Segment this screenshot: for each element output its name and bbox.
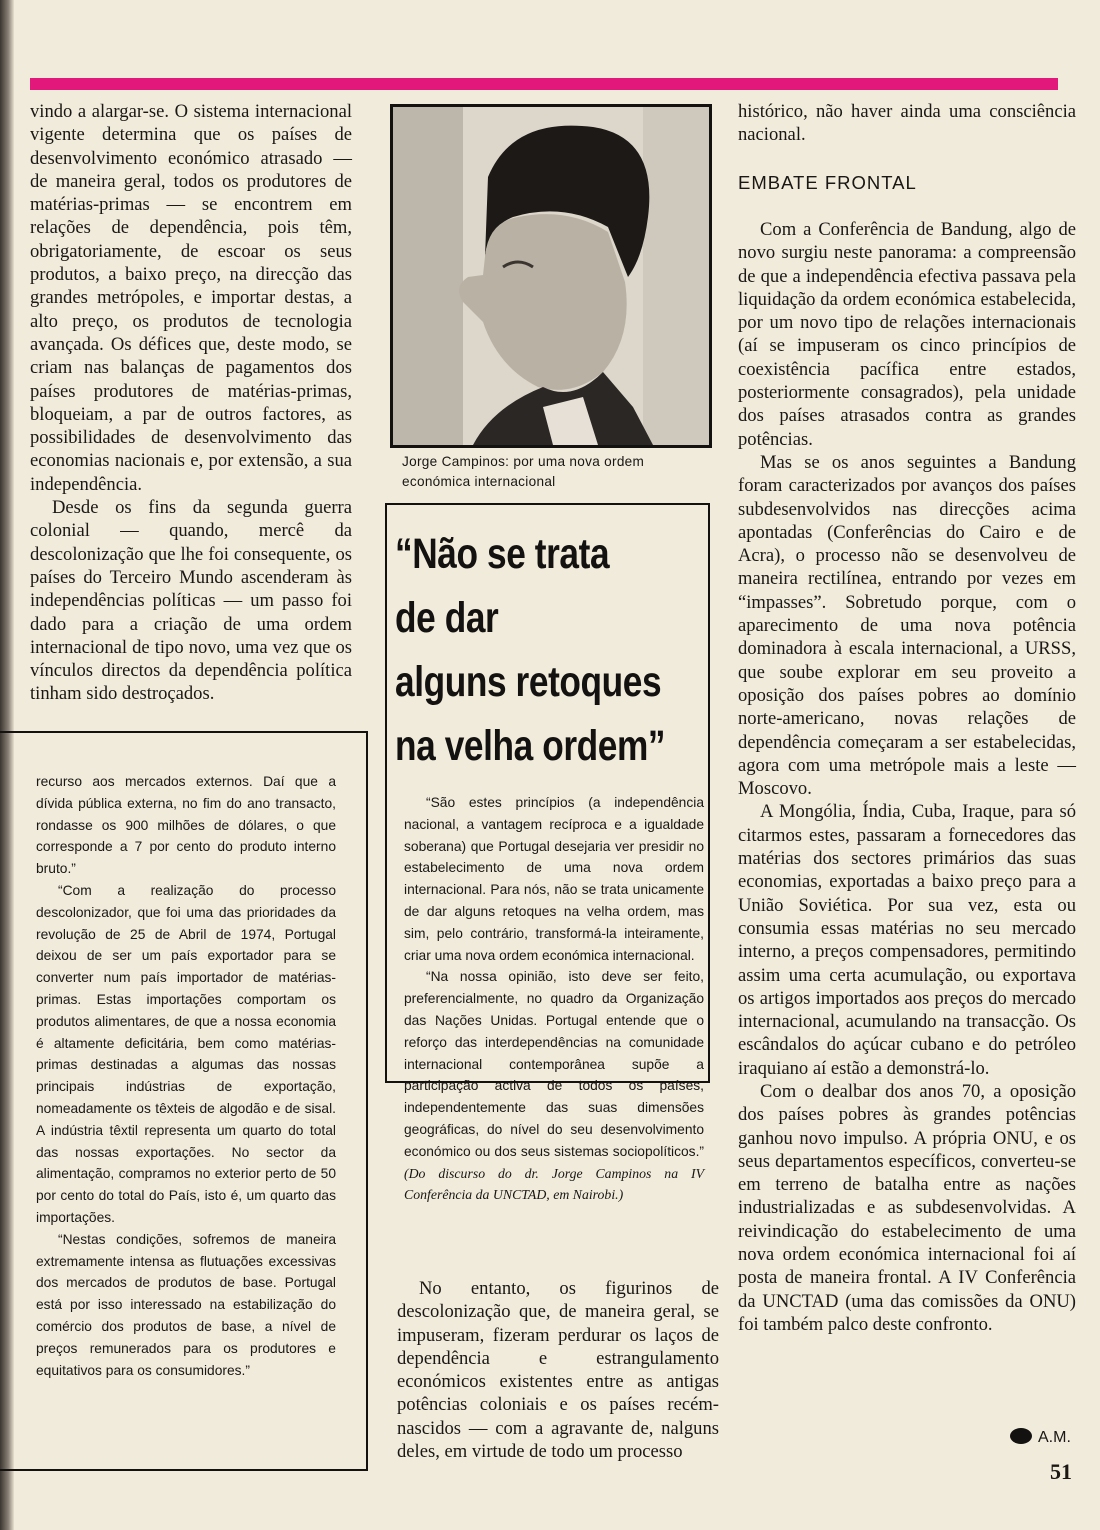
headline-line-2: de dar [395, 594, 499, 642]
page-number: 51 [1050, 1459, 1072, 1484]
photo-caption: Jorge Campinos: por uma nova ordem económica internacional [402, 454, 645, 489]
right-column [738, 218, 1076, 1336]
quote-headline [395, 522, 666, 778]
inset-paragraph-3: “Nestas condições, sofremos de maneira extremamente intensa as flutuações excessivas dos mercados de produtos de base. Portugal está por isso interessado na estabilização do comércio dos produtos de base, a nível de preços remunerados para os produtores e equitativos para os consumidores.” [36, 1231, 336, 1378]
inset-text [36, 771, 336, 1381]
inset-paragraph-1: recurso aos mercados externos. Daí que a dívida pública externa, no fim do ano transacto, rondasse os 900 milhões de dólares, o que corresponde a 7 por cento do produto interno bruto.” [36, 774, 336, 877]
quote-paragraph-1: “São estes princípios (a independência nacional, a vantagem recíproca e a igualdade soberana) que Portugal desejaria ver presidir no estabelecimento de uma nova ordem internacional. Para nós, não se trata unicamente de dar alguns retoques na velha ordem, mas sim, pelo contrário, transformá-la inteiramente, criar uma nova ordem económica internacional. [404, 795, 704, 963]
section-subhead: EMBATE FRONTAL [738, 172, 917, 193]
quote-text [404, 792, 704, 1206]
right-paragraph-2: Mas se os anos seguintes a Bandung foram caracterizados por avanços dos países subdesenvolvidos nas direcções acima apontadas (Conferências do Cairo e de Acra), o processo não se desenvolveu de maneira rectilínea, entrando por vezes em “impasses”. Sobretudo porque, com o aparecimento de uma nova potência dominadora à escala internacional, a URSS, que soube explorar em seu proveito a oposição dos países pobres ao domínio norte-americano, novas relações de dependência começaram a ser estabelecidas, agora com uma metrópole mais a leste — Moscovo. [738, 451, 1076, 800]
headline-line-1: “Não se trata [395, 530, 610, 578]
inset-paragraph-2: “Com a realização do processo descolonizador, que foi uma das prioridades da revolução de 25 de Abril de 1974, Portugal deixou de ser um país exportador para se converter num país importador de matérias-primas. Estas importações comportam os produtos alimentares, de que a nossa economia é altamente deficitária, bem como matérias-primas destinadas a algumas das nossas principais indústrias de exportação, nomeadamente os têxteis de algodão e de sisal. A indústria têxtil representa um quarto do total das nossas exportações. No sector da alimentação, compramos no exterior perto de 50 por cento do total do País, isto é, um quarto das importações. [36, 882, 336, 1225]
middle-paragraph-1: No entanto, os figurinos de descolonização que, de maneira geral, se impuseram, fizeram perdurar os laços de dependência e estrangulamento económicos existentes entre as antigas potências coloniais e os países recém-nascidos — com a agravante de, nalguns deles, em virtude de todo um processo [397, 1278, 719, 1463]
accent-bar [30, 78, 1058, 90]
right-paragraph-0: histórico, não haver ainda uma consciência nacional. [738, 101, 1076, 146]
end-mark-icon [1010, 1428, 1032, 1444]
left-column [30, 100, 352, 706]
right-paragraph-1: Com a Conferência de Bandung, algo de novo surgiu neste panorama: a compreensão de que a independência efectiva passava pela liquidação da ordem económica estabelecida, por um novo tipo de relações internacionais (aí se impuseram os cinco princípios de coexistência pacífica entre estados, posteriormente consagrados), pela unidade dos países atrasados contra as grandes potências. [738, 219, 1076, 450]
portrait-image [393, 107, 709, 445]
author-signature [1010, 1428, 1071, 1447]
headline-line-3: alguns retoques [395, 658, 662, 706]
quote-paragraph-2: “Na nossa opinião, isto deve ser feito, preferencialmente, no quadro da Organização das Nações Unidas. Portugal entende que o reforço das interdependências na comunidade internacional contemporânea supõe a participação activa de todos os países, independentemente das suas dimensões geográficas, do nível do seu desenvolvimento económico ou dos seus sistemas sociopolíticos.” [404, 969, 704, 1159]
right-column-top [738, 100, 1076, 147]
left-paragraph-2: Desde os fins da segunda guerra colonial — quando, mercê da descolonização que lhe foi consequente, os países do Terceiro Mundo ascenderam às independências políticas — um passo foi dado para a criação de uma ordem internacional de tipo novo, uma vez que os vínculos directos da dependência política tinham sido destroçados. [30, 497, 352, 705]
middle-column-bottom [397, 1277, 719, 1463]
quote-source: (Do discurso do dr. Jorge Campinos na IV Conferência da UNCTAD, em Nairobi.) [404, 1165, 704, 1203]
headline-line-4: na velha ordem” [395, 722, 666, 770]
signature-text: A.M. [1038, 1429, 1071, 1446]
right-paragraph-4: Com o dealbar dos anos 70, a oposição dos países pobres às grandes potências ganhou novo impulso. A própria ONU, e os seus departamentos específicos, converteu-se em terreno de batalha entre as nações industrializadas e as subdesenvolvidas. A reivindicação do estabelecimento de uma nova ordem económica internacional foi aí posta de maneira frontal. A IV Conferência da UNCTAD (uma das comissões da ONU) foi também palco deste confronto. [738, 1080, 1076, 1335]
right-paragraph-3: A Mongólia, Índia, Cuba, Iraque, para só citarmos estes, passaram a fornecedores das matérias dos sectores primários das suas economias, exportadas a baixo preço para a União Soviética. Por sua vez, esta ou consumia essas matérias no seu mercado interno, a preços compensadores, permitindo assim uma certa acumulação, ou exportava os artigos importados aos preços do mercado internacional, acumulando na transacção. Os escândalos do açúcar cubano e do petróleo iraquiano aí estão a demonstrá-lo. [738, 801, 1076, 1079]
left-paragraph-1: vindo a alargar-se. O sistema internacional vigente determina que os países de desenvolvimento económico atrasado — de maneira geral, todos os produtores de matérias-primas — se encontrem em relações de dependência, pois têm, obrigatoriamente, de escoar os seus produtos, a baixo preço, na direcção das grandes metrópoles, e importar destas, a alto preço, os produtos de tecnologia avançada. Os défices que, deste modo, se criam nas balanças de pagamentos dos países produtores de matérias-primas, bloqueiam, a par de outros factores, as possibilidades de desenvolvimento das economias nacionais e, por extensão, a sua independência. [30, 101, 352, 495]
portrait-photo [390, 104, 712, 448]
